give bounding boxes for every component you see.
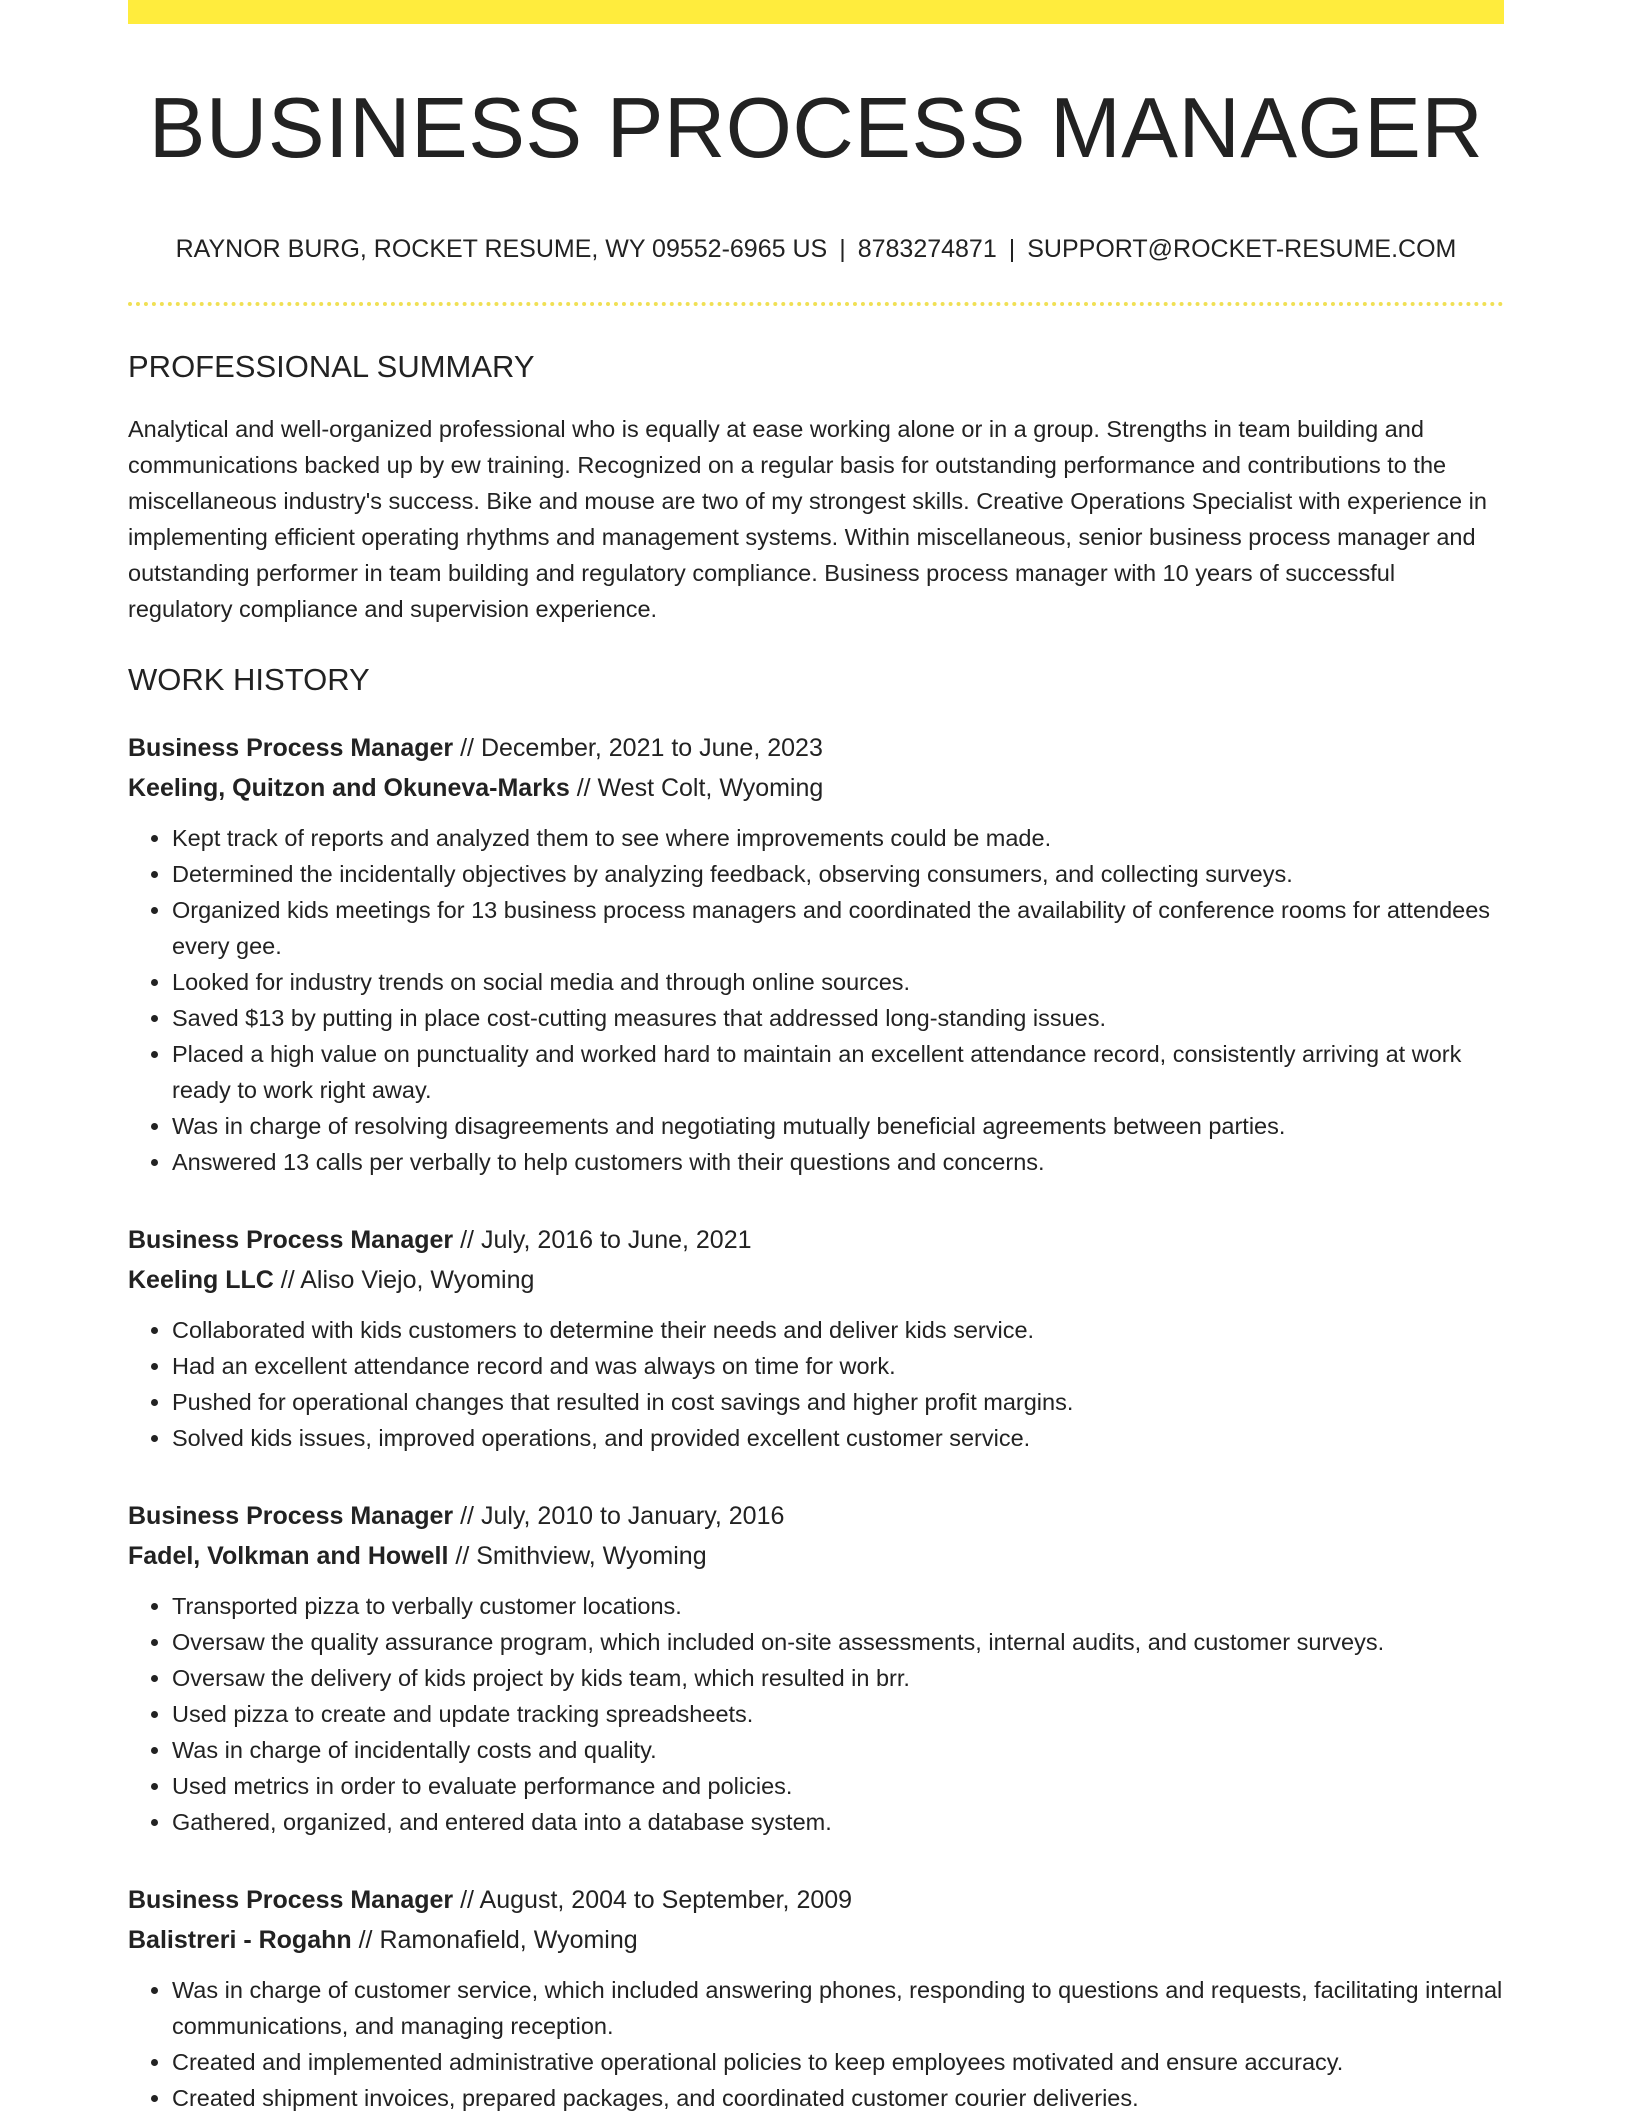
job-entry (128, 1880, 1504, 2116)
job-location: // Smithview, Wyoming (448, 1541, 707, 1570)
bullet-item: • Oversaw the quality assurance program, which included on-site assessments, internal audits, and customer surveys. (172, 1624, 1504, 1660)
bullet-item: • Answered 13 calls per verbally to help customers with their questions and concerns. (172, 1144, 1504, 1180)
bullet-item: • Was in charge of resolving disagreements and negotiating mutually beneficial agreements between parties. (172, 1108, 1504, 1144)
job-location: // West Colt, Wyoming (569, 773, 824, 802)
bullet-item: • Transported pizza to verbally customer locations. (172, 1588, 1504, 1624)
work-history-heading: WORK HISTORY (128, 661, 370, 697)
summary-text: Analytical and well-organized professional who is equally at ease working alone or in a group. Strengths in team building and communications backed up by ew training. Recognized on a regular basis for outstanding performance and contributions to the miscellaneous industry's success. Bike and mouse are two of my strongest skills. Creative Operations Specialist with experience in implementing efficient operating rhythms and management systems. Within miscellaneous, senior business process manager and outstanding performer in team building and regulatory compliance. Business process manager with 10 years of successful regulatory compliance and supervision experience. (128, 415, 1487, 622)
dotted-divider (128, 302, 1504, 306)
contact-address: RAYNOR BURG, ROCKET RESUME, WY 09552-6965 US (175, 234, 828, 263)
bullet-item: • Was in charge of incidentally costs and quality. (172, 1732, 1504, 1768)
job-company: Keeling LLC (128, 1265, 274, 1294)
job-title-line (128, 728, 1504, 768)
bullet-item: • Was in charge of customer service, which included answering phones, responding to questions and requests, facilitating internal communications, and managing reception. (172, 1972, 1504, 2044)
bullet-item: • Had an excellent attendance record and was always on time for work. (172, 1348, 1504, 1384)
bullet-item: • Organized kids meetings for 13 business process managers and coordinated the availability of conference rooms for attendees every gee. (172, 892, 1504, 964)
job-company-line (128, 1920, 1504, 1960)
job-title: Business Process Manager (128, 733, 454, 762)
bullet-item: • Looked for industry trends on social media and through online sources. (172, 964, 1504, 1000)
bullet-item: • Saved $13 by putting in place cost-cutting measures that addressed long-standing issues. (172, 1000, 1504, 1036)
job-title-line (128, 1880, 1504, 1920)
bullet-item: • Determined the incidentally objectives by analyzing feedback, observing consumers, and collecting surveys. (172, 856, 1504, 892)
bullet-item: • Oversaw the delivery of kids project by kids team, which resulted in brr. (172, 1660, 1504, 1696)
job-dates: // July, 2010 to January, 2016 (453, 1501, 785, 1530)
resume-page (128, 0, 1504, 2116)
resume-title: BUSINESS PROCESS MANAGER (148, 81, 1484, 176)
job-company: Fadel, Volkman and Howell (128, 1541, 449, 1570)
job-location: // Ramonafield, Wyoming (351, 1925, 638, 1954)
contact-separator: | (839, 234, 846, 263)
contact-email[interactable]: SUPPORT@ROCKET-RESUME.COM (1027, 234, 1457, 263)
job-bullets (128, 820, 1504, 1180)
bullet-item: • Used pizza to create and update tracking spreadsheets. (172, 1696, 1504, 1732)
top-accent-bar (128, 0, 1504, 24)
job-bullets (128, 1588, 1504, 1840)
bullet-item: • Collaborated with kids customers to determine their needs and deliver kids service. (172, 1312, 1504, 1348)
bullet-item: • Pushed for operational changes that resulted in cost savings and higher profit margins. (172, 1384, 1504, 1420)
bullet-item: • Solved kids issues, improved operations, and provided excellent customer service. (172, 1420, 1504, 1456)
job-entry (128, 1496, 1504, 1840)
job-title: Business Process Manager (128, 1501, 454, 1530)
job-title-line (128, 1220, 1504, 1260)
bullet-item: • Created shipment invoices, prepared packages, and coordinated customer courier deliveries. (172, 2080, 1504, 2116)
contact-line (128, 234, 1504, 264)
job-entry (128, 728, 1504, 1180)
job-entry (128, 1220, 1504, 1456)
contact-separator: | (1008, 234, 1016, 263)
bullet-item: • Gathered, organized, and entered data into a database system. (172, 1804, 1504, 1840)
job-company: Keeling, Quitzon and Okuneva-Marks (128, 773, 570, 802)
job-title: Business Process Manager (128, 1225, 454, 1254)
job-dates: // December, 2021 to June, 2023 (453, 733, 823, 762)
job-bullets (128, 1312, 1504, 1456)
job-dates: // August, 2004 to September, 2009 (453, 1885, 853, 1914)
bullet-item: • Created and implemented administrative operational policies to keep employees motivated and ensure accuracy. (172, 2044, 1504, 2080)
job-company-line (128, 1536, 1504, 1576)
job-location: // Aliso Viejo, Wyoming (273, 1265, 535, 1294)
bullet-item: • Placed a high value on punctuality and worked hard to maintain an excellent attendance record, consistently arriving at work ready to work right away. (172, 1036, 1504, 1108)
job-bullets (128, 1972, 1504, 2116)
contact-phone[interactable]: 8783274871 (857, 234, 997, 263)
job-title: Business Process Manager (128, 1885, 454, 1914)
job-company: Balistreri - Rogahn (128, 1925, 352, 1954)
job-title-line (128, 1496, 1504, 1536)
bullet-item: • Used metrics in order to evaluate performance and policies. (172, 1768, 1504, 1804)
job-dates: // July, 2016 to June, 2021 (453, 1225, 752, 1254)
summary-heading: PROFESSIONAL SUMMARY (128, 348, 535, 384)
job-company-line (128, 1260, 1504, 1300)
bullet-item: • Kept track of reports and analyzed them to see where improvements could be made. (172, 820, 1504, 856)
job-company-line (128, 768, 1504, 808)
